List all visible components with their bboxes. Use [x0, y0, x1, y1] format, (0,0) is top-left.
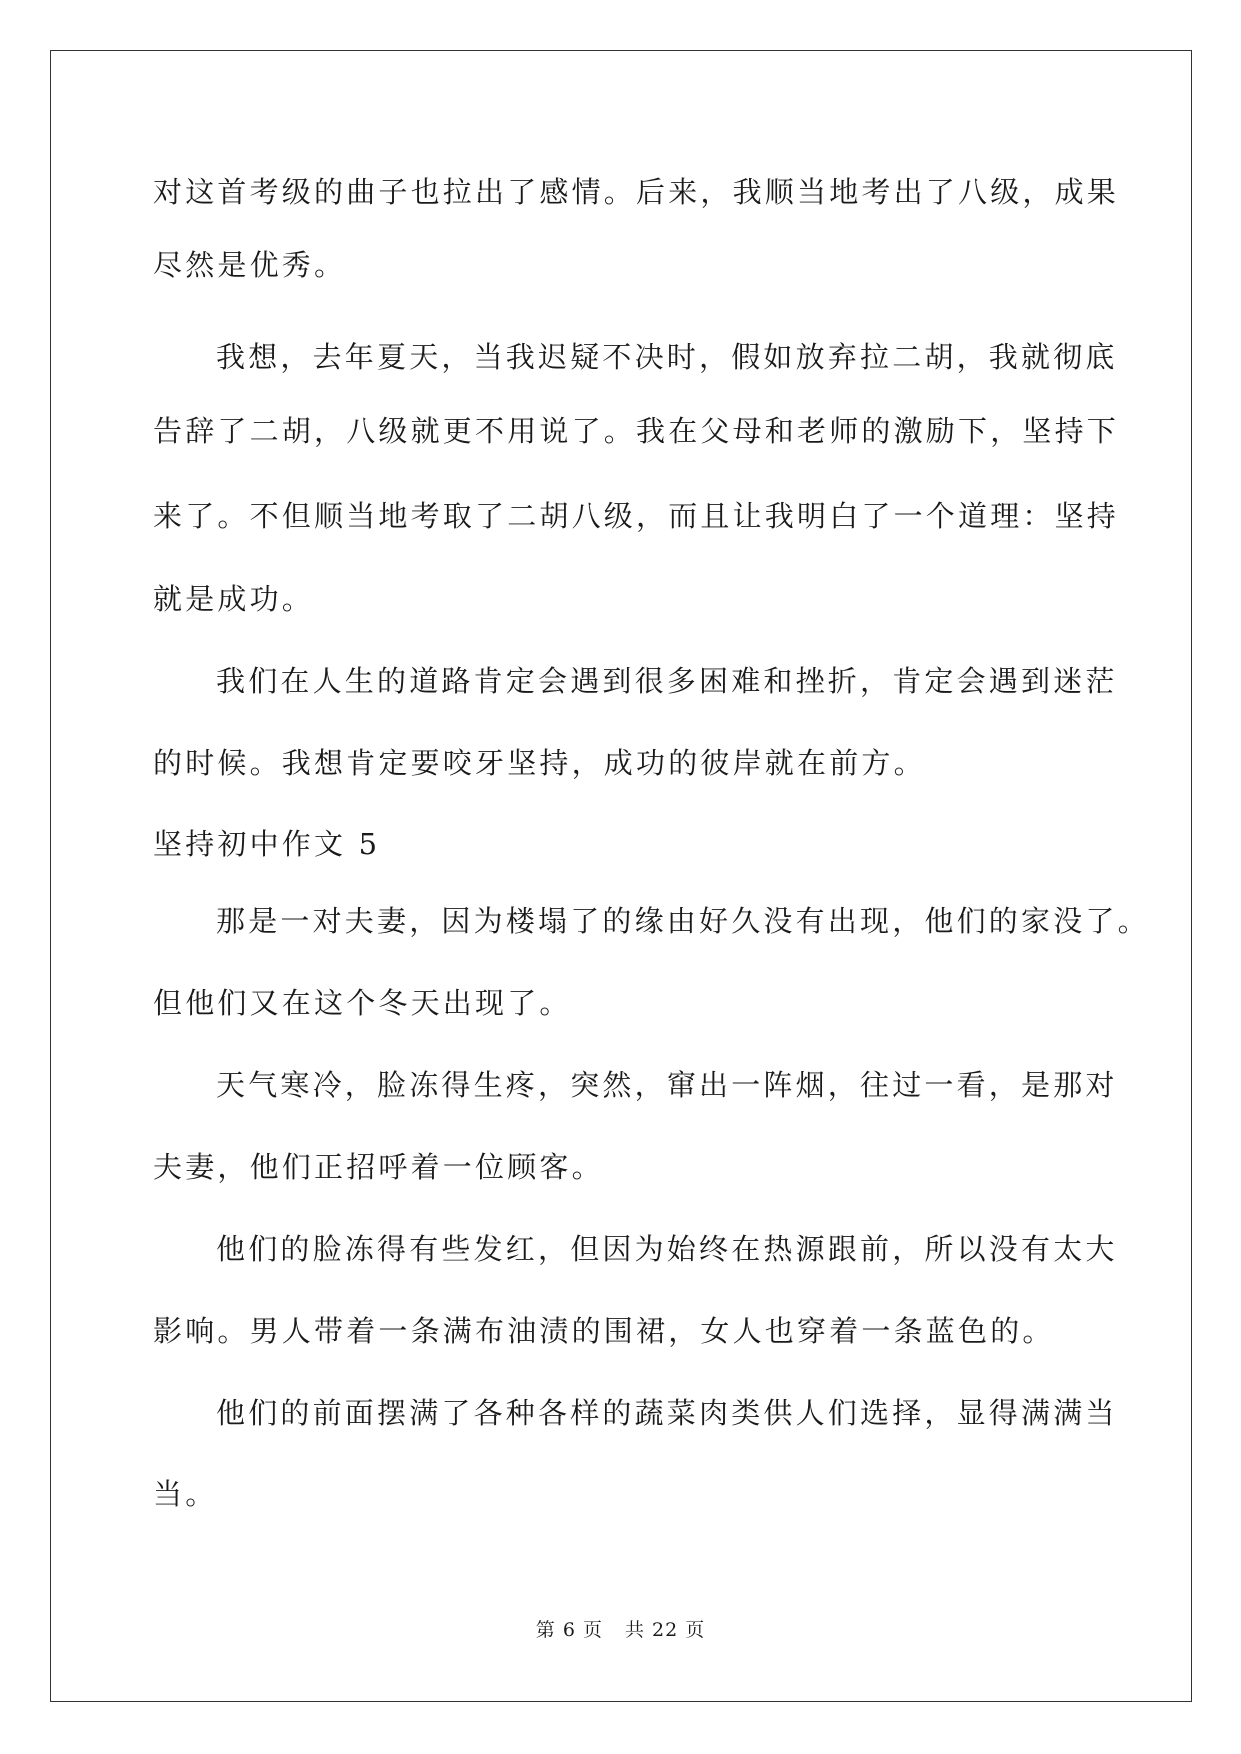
paragraph-line: 我们在人生的道路肯定会遇到很多困难和挫折，肯定会遇到迷茫 — [216, 664, 1118, 698]
paragraph-line: 当。 — [153, 1477, 218, 1511]
page-total: 共 22 页 — [624, 1619, 706, 1641]
paragraph-line: 影响。男人带着一条满布油渍的围裙，女人也穿着一条蓝色的。 — [153, 1314, 1055, 1348]
paragraph-line: 来了。不但顺当地考取了二胡八级，而且让我明白了一个道理：坚持 — [153, 499, 1120, 533]
paragraph-line: 那是一对夫妻，因为楼塌了的缘由好久没有出现，他们的家没了。 — [216, 904, 1150, 938]
paragraph-line: 就是成功。 — [153, 582, 315, 616]
paragraph-line: 他们的前面摆满了各种各样的蔬菜肉类供人们选择，显得满满当 — [216, 1396, 1118, 1430]
paragraph-line: 告辞了二胡，八级就更不用说了。我在父母和老师的激励下，坚持下 — [153, 414, 1120, 448]
page-frame — [50, 50, 1192, 1702]
page-footer — [0, 1618, 1241, 1642]
paragraph-line: 对这首考级的曲子也拉出了感情。后来，我顺当地考出了八级，成果 — [153, 175, 1120, 209]
paragraph-line: 他们的脸冻得有些发红，但因为始终在热源跟前，所以没有太大 — [216, 1232, 1118, 1266]
paragraph-line: 天气寒冷，脸冻得生疼，突然，窜出一阵烟，往过一看，是那对 — [216, 1068, 1118, 1102]
section-heading: 坚持初中作文 5 — [153, 827, 381, 861]
paragraph-line: 我想，去年夏天，当我迟疑不决时，假如放弃拉二胡，我就彻底 — [216, 340, 1118, 374]
paragraph-line: 的时候。我想肯定要咬牙坚持，成功的彼岸就在前方。 — [153, 746, 926, 780]
page-number: 第 6 页 — [535, 1619, 603, 1641]
paragraph-line: 尽然是优秀。 — [153, 248, 347, 282]
paragraph-line: 夫妻，他们正招呼着一位顾客。 — [153, 1150, 604, 1184]
paragraph-line: 但他们又在这个冬天出现了。 — [153, 986, 572, 1020]
